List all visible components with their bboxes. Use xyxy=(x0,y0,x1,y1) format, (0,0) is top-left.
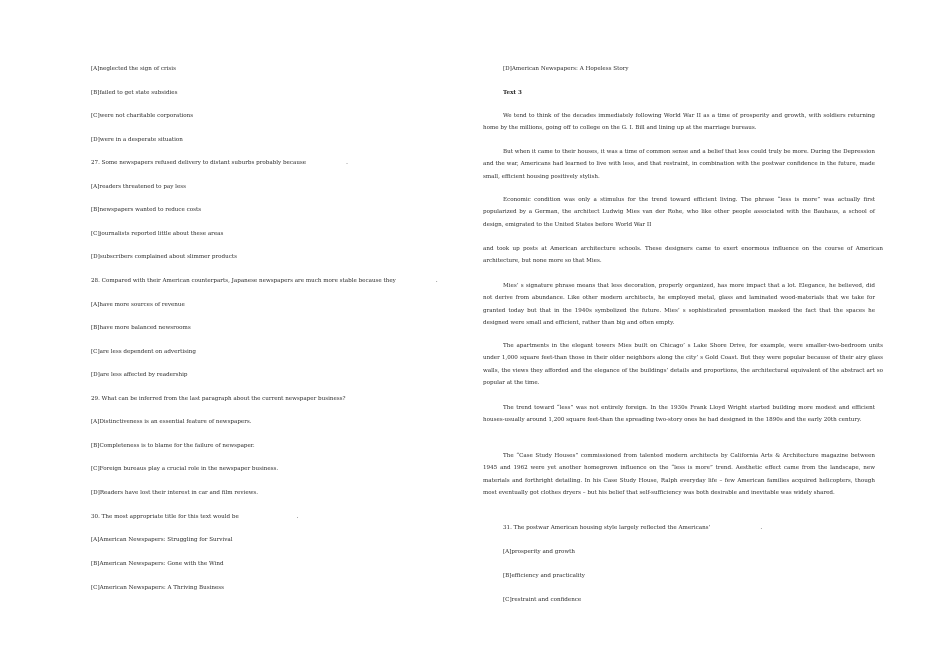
paragraph-2: But when it came to their houses, it was a time of common sense and a belief that less could truly be more. During the Depression and the war, Americans had learned to live with less, and that restraint, in combination with the postwar confidence in the future, made small, efficient housing positively stylish. xyxy=(483,149,875,180)
option-29c: [C]Foreign bureaus play a crucial role in the newspaper business. xyxy=(91,466,279,472)
option-27c: [C]journalists reported little about these areas xyxy=(91,231,224,237)
paragraph-6: The apartments in the elegant towers Mies built on Chicago’ s Lake Shore Drive, for example, were smaller-two-bedroom units under 1,000 square feet-than those in their older neighbors along the city’ s Gold Coast. But they were popular because of their airy glass walls, the views they afforded and the elegance of the buildings’ details and proportions, the architectural equivalent of the abstract art so popular at the time. xyxy=(483,343,883,386)
question-31: 31. The postwar American housing style largely reflected the Americans’ . xyxy=(503,525,763,531)
option-29d: [D]Readers have lost their interest in car and film reviews. xyxy=(91,490,259,496)
option-29b: [B]Completeness is to blame for the failure of newspaper. xyxy=(91,443,255,449)
paragraph-7: The trend toward “less” was not entirely foreign. In the 1930s Frank Lloyd Wright started building more modest and efficient houses-usually around 1,200 square feet-than the spreading two-story ones he had designed in the 1890s and the early 20th century. xyxy=(483,405,875,424)
option-27a: [A]readers threatened to pay less xyxy=(91,184,187,190)
option-28a: [A]have more sources of revenue xyxy=(91,302,185,308)
option-30c: [C]American Newspapers: A Thriving Business xyxy=(91,585,225,591)
section-heading: Text 3 xyxy=(503,90,522,96)
question-29: 29. What can be inferred from the last paragraph about the current newspaper business? xyxy=(91,396,346,402)
paragraph-3: Economic condition was only a stimulus for the trend toward efficient living. The phrase “less is more” was actually first popularized by a German, the architect Ludwig Mies van der Rohe, who like other people associated with the Bauhaus, a school of design, emigrated to the United States before World War II xyxy=(483,197,875,228)
option-31b: [B]efficiency and practicality xyxy=(503,573,585,579)
paragraph-5: Mies’ s signature phrase means that less decoration, properly organized, has more impact that a lot. Elegance, he believed, did not derive from abundance. Like other modern architects, he employed metal, glass and laminated wood-materials that we take for granted today but that in the 1940s symbolized the future. Mies’ s sophisticated presentation masked the fact that the spaces he designed were small and efficient, rather than big and often empty. xyxy=(483,283,875,326)
option-31a: [A]prosperity and growth xyxy=(503,549,575,555)
paragraph-4: and took up posts at American architecture schools. These designers came to exert enormous influence on the course of American architecture, but none more so that Mies. xyxy=(483,246,883,265)
option-26a: [A]neglected the sign of crisis xyxy=(91,66,176,72)
question-28: 28. Compared with their American counterparts, Japanese newspapers are much more stable because they . xyxy=(91,278,438,284)
question-30: 30. The most appropriate title for this text would be . xyxy=(91,514,299,520)
option-27d: [D]subscribers complained about slimmer products xyxy=(91,254,237,260)
option-31c: [C]restraint and confidence xyxy=(503,597,582,603)
option-29a: [A]Distinctiveness is an essential feature of newspapers. xyxy=(91,419,252,425)
option-30d: [D]American Newspapers: A Hopeless Story xyxy=(503,66,629,72)
option-28d: [D]are less affected by readership xyxy=(91,372,188,378)
option-28b: [B]have more balanced newsrooms xyxy=(91,325,191,331)
option-30b: [B]American Newspapers: Gone with the Wind xyxy=(91,561,224,567)
option-30a: [A]American Newspapers: Struggling for Survival xyxy=(91,537,233,543)
option-28c: [C]are less dependent on advertising xyxy=(91,349,196,355)
paragraph-8: The “Case Study Houses” commissioned from talented modern architects by California Arts & Architecture magazine between 1945 and 1962 were yet another homegrown influence on the “less is more” trend. Aesthetic effect came from the landscape, new materials and forthright detailing. In his Case Study House, Ralph everyday life – few American families acquired helicopters, though most eventually got clothes dryers – but his belief that self-sufficiency was both desirable and inevitable was widely shared. xyxy=(483,453,875,496)
paragraph-1: We tend to think of the decades immediately following World War II as a time of prosperity and growth, with soldiers returning home by the millions, going off to college on the G. I. Bill and lining up at the marriage bureaus. xyxy=(483,113,875,132)
option-26c: [C]were not charitable corporations xyxy=(91,113,194,119)
option-26b: [B]failed to get state subsidies xyxy=(91,90,178,96)
question-27: 27. Some newspapers refused delivery to distant suburbs probably because . xyxy=(91,160,348,166)
option-27b: [B]newspapers wanted to reduce costs xyxy=(91,207,202,213)
option-26d: [D]were in a desperate situation xyxy=(91,137,183,143)
